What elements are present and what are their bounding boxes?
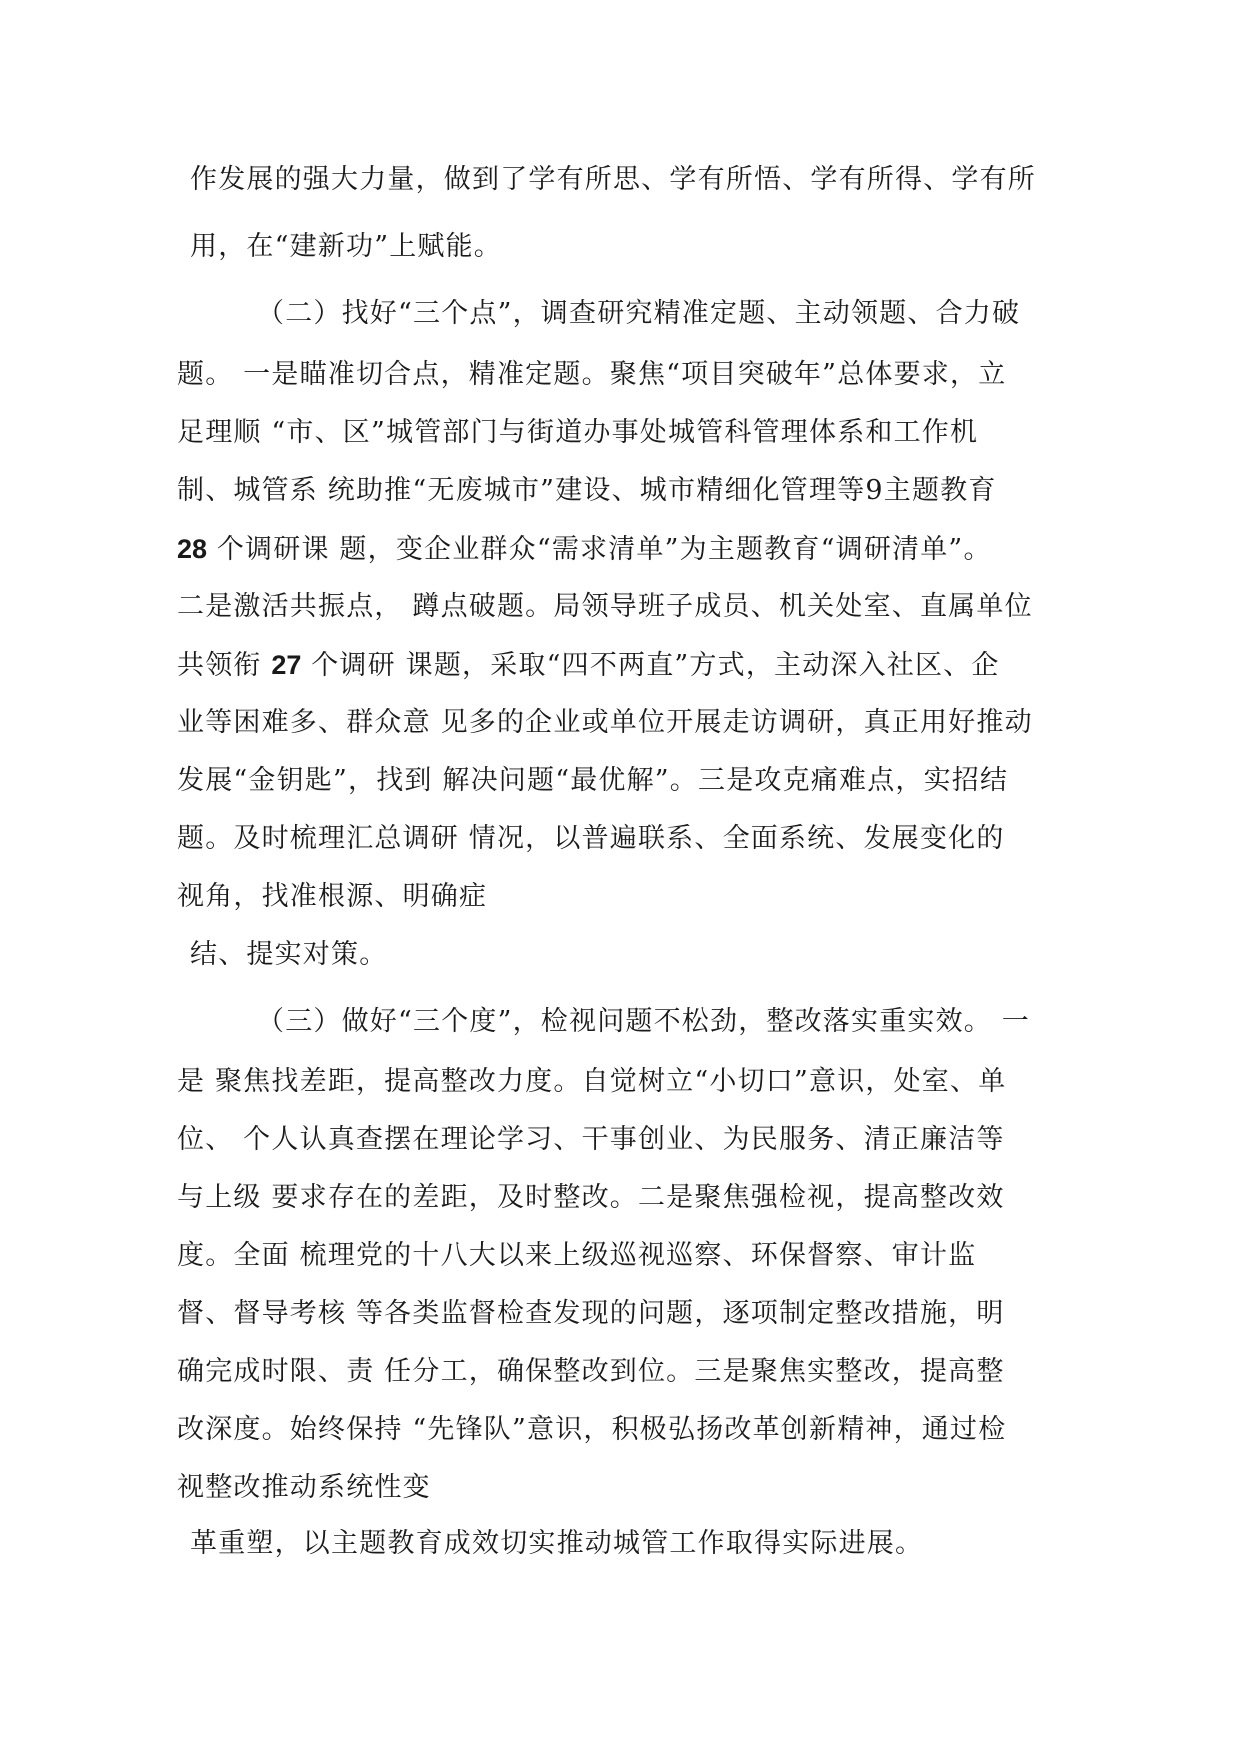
text-line: 确完成时限、责 任分工，确保整改到位。三是聚焦实整改，提高整	[177, 1356, 1005, 1387]
text-span: 个调研课 题，变企业群众“需求清单”为主题教育“调研清单”。	[216, 534, 992, 565]
text-line: （三）做好“三个度”，检视问题不松劲，整改落实重实效。 一	[257, 1006, 1030, 1037]
text-span: 个调研 课题，采取“四不两直”方式，主动深入社区、企	[311, 650, 1000, 681]
text-line-with-number	[177, 647, 1000, 684]
text-line: 位、 个人认真查摆在理论学习、干事创业、为民服务、清正廉洁等	[177, 1124, 1005, 1155]
text-line: 题。 一是瞄准切合点，精准定题。聚焦“项目突破年”总体要求，立	[177, 359, 1007, 390]
text-line: 二是激活共振点， 蹲点破题。局领导班子成员、机关处室、直属单位	[177, 591, 1033, 622]
text-line: 结、提实对策。	[190, 939, 388, 970]
text-line: 业等困难多、群众意 见多的企业或单位开展走访调研，真正用好推动	[177, 707, 1033, 738]
number-28: 28	[177, 534, 208, 564]
text-line: 革重塑，以主题教育成效切实推动城管工作取得实际进展。	[190, 1528, 924, 1559]
text-line: 用，在“建新功”上赋能。	[190, 231, 503, 262]
text-line: 足理顺 “市、区”城管部门与街道办事处城管科管理体系和工作机	[177, 417, 979, 448]
text-line: 督、督导考核 等各类监督检查发现的问题，逐项制定整改措施，明	[177, 1298, 1005, 1329]
text-line: 与上级 要求存在的差距，及时整改。二是聚焦强检视，提高整改效	[177, 1182, 1005, 1213]
text-line: 度。全面 梳理党的十八大以来上级巡视巡察、环保督察、审计监	[177, 1240, 977, 1271]
text-line: 作发展的强大力量，做到了学有所思、学有所悟、学有所得、学有所	[190, 164, 1036, 195]
text-line: 视整改推动系统性变	[177, 1472, 431, 1503]
text-line: 题。及时梳理汇总调研 情况，以普遍联系、全面系统、发展变化的	[177, 823, 1005, 854]
text-line: 发展“金钥匙”，找到 解决问题“最优解”。三是攻克痛难点，实招结	[177, 765, 1009, 796]
text-line-with-number	[177, 531, 992, 568]
text-line: 视角，找准根源、明确症	[177, 881, 488, 912]
text-line: 改深度。始终保持 “先锋队”意识，积极弘扬改革创新精神，通过检	[177, 1414, 1007, 1445]
text-line: （二）找好“三个点”，调查研究精准定题、主动领题、合力破	[257, 298, 1021, 329]
text-span: 共领衔	[177, 650, 272, 681]
text-line: 是 聚焦找差距，提高整改力度。自觉树立“小切口”意识，处室、单	[177, 1066, 1007, 1097]
text-line: 制、城管系 统助推“无废城市”建设、城市精细化管理等9主题教育	[177, 475, 997, 506]
number-27: 27	[271, 650, 302, 680]
